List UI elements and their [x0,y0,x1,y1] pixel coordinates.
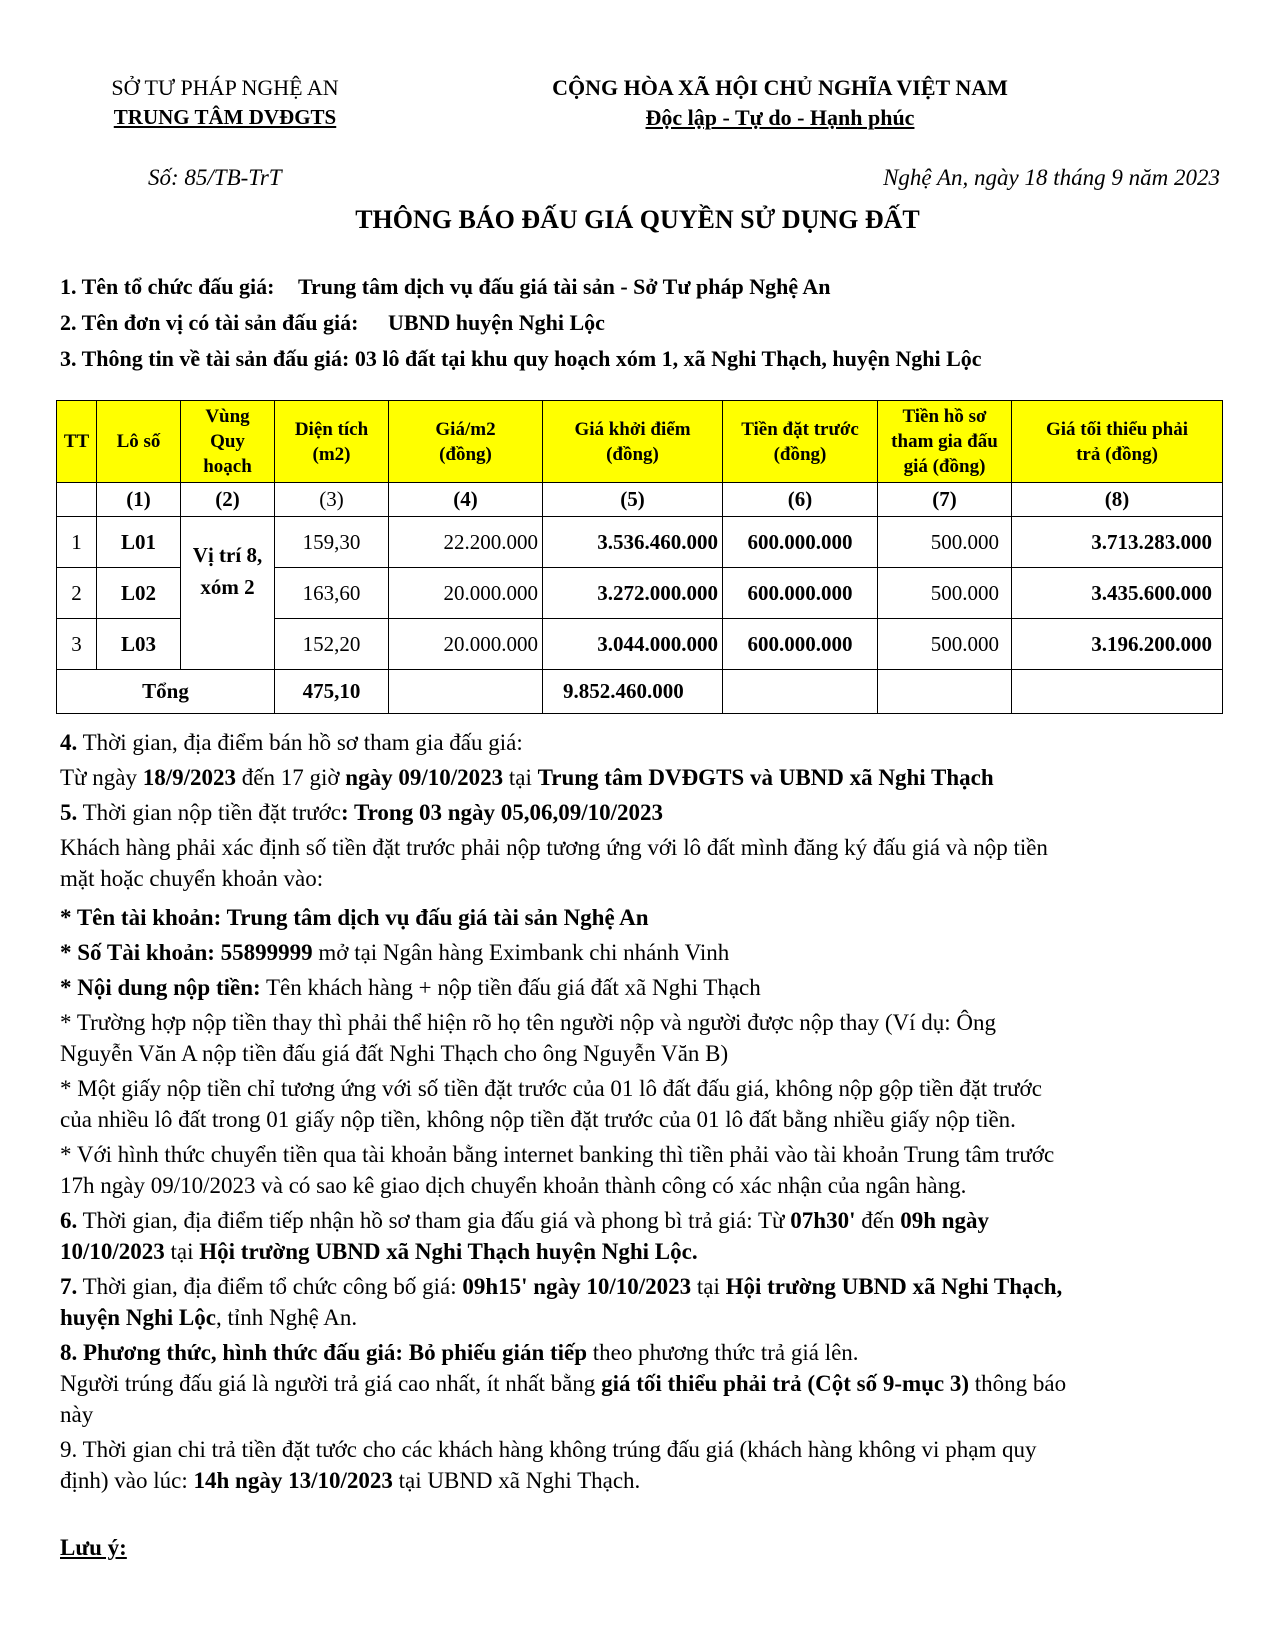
total-label: Tổng [57,670,275,714]
total-area: 475,10 [275,670,389,714]
section-4-heading: 4. Thời gian, địa điểm bán hồ sơ tham gia đấu giá: [60,730,523,755]
section-3: 3. Thông tin về tài sản đấu giá: 03 lô đất tại khu quy hoạch xóm 1, xã Nghi Thạch, huyện Nghi Lộc [60,346,982,371]
table-cell: (8) [1012,483,1223,517]
row-deposit: 600.000.000 [723,619,878,670]
payment-content: * Nội dung nộp tiền: Tên khách hàng + nộp tiền đấu giá đất xã Nghi Thạch [60,975,761,1000]
table-cell: (7) [878,483,1012,517]
row-area: 159,30 [275,517,389,568]
lots-table [56,400,1223,714]
note-1-line-1: * Trường hợp nộp tiền thay thì phải thể hiện rõ họ tên người nộp và người được nộp thay (Ví dụ: Ông [60,1010,997,1035]
account-name: * Tên tài khoản: Trung tâm dịch vụ đấu giá tài sản Nghệ An [60,905,649,930]
org-name: TRUNG TÂM DVĐGTS [113,105,337,129]
row-price: 20.000.000 [389,568,543,619]
table-cell: (5) [543,483,723,517]
page-title: THÔNG BÁO ĐẤU GIÁ QUYỀN SỬ DỤNG ĐẤT [355,205,920,234]
row-lot: L01 [97,517,181,568]
row-deposit: 600.000.000 [723,517,878,568]
row-price: 22.200.000 [389,517,543,568]
table-cell: (3) [275,483,389,517]
table-cell: (1) [97,483,181,517]
row-min-price: 3.435.600.000 [1012,568,1223,619]
row-min-price: 3.713.283.000 [1012,517,1223,568]
col-header-tt: TT [57,401,97,483]
table-cell [57,483,97,517]
section-5-para-line-1: Khách hàng phải xác định số tiền đặt trước phải nộp tương ứng với lô đất mình đăng ký đấu giá và nộp tiền [60,835,1048,860]
row-start-price: 3.044.000.000 [543,619,723,670]
section-2 [60,310,605,336]
section-8-line-1: 8. Phương thức, hình thức đấu giá: Bỏ phiếu gián tiếp theo phương thức trả giá lên. [60,1340,859,1365]
column-number-row [57,483,1223,517]
section-9-line-2: định) vào lúc: 14h ngày 13/10/2023 tại UBND xã Nghi Thạch. [60,1468,641,1493]
section-8-line-2: Người trúng đấu giá là người trả giá cao nhất, ít nhất bằng giá tối thiểu phải trả (Cột số 9-mục 3) thông báo [60,1371,1067,1396]
row-min-price: 3.196.200.000 [1012,619,1223,670]
row-fee: 500.000 [878,619,1012,670]
national-title: CỘNG HÒA XÃ HỘI CHỦ NGHĨA VIỆT NAM [552,75,1008,100]
row-start-price: 3.536.460.000 [543,517,723,568]
section-1-value: Trung tâm dịch vụ đấu giá tài sản - Sở Tư pháp Nghệ An [297,274,831,299]
document-number: Số: 85/TB-TrT [148,165,282,190]
section-9-line-1: 9. Thời gian chi trả tiền đặt tước cho các khách hàng không trúng đấu giá (khách hàng không vi phạm quy [60,1437,1037,1462]
note-2-line-1: * Một giấy nộp tiền chỉ tương ứng với số tiền đặt trước của 01 lô đất đấu giá, không nộp gộp tiền đặt trước [60,1076,1042,1101]
row-fee: 500.000 [878,517,1012,568]
table-cell [1012,670,1223,714]
row-deposit: 600.000.000 [723,568,878,619]
table-row [57,517,1223,568]
section-7-line-2: huyện Nghi Lộc, tỉnh Nghệ An. [60,1305,358,1330]
table-cell: (4) [389,483,543,517]
section-4-detail: Từ ngày 18/9/2023 đến 17 giờ ngày 09/10/2023 tại Trung tâm DVĐGTS và UBND xã Nghi Thạch [60,765,994,790]
col-header-lot: Lô số [97,401,181,483]
row-lot: L02 [97,568,181,619]
col-header-zone: Vùng Quy hoạch [181,401,275,483]
section-7-line-1: 7. Thời gian, địa điểm tổ chức công bố giá: 09h15' ngày 10/10/2023 tại Hội trường UBND xã Nghi Thạch, [60,1274,1063,1299]
row-price: 20.000.000 [389,619,543,670]
row-fee: 500.000 [878,568,1012,619]
note-heading: Lưu ý: [60,1535,127,1560]
row-zone: Vị trí 8, xóm 2 [181,517,275,670]
section-5-heading: 5. Thời gian nộp tiền đặt trước: Trong 03 ngày 05,06,09/10/2023 [60,800,664,825]
document-date: Nghệ An, ngày 18 tháng 9 năm 2023 [883,165,1220,190]
table-cell [389,670,543,714]
table-cell: (2) [181,483,275,517]
row-start-price: 3.272.000.000 [543,568,723,619]
row-lot: L03 [97,619,181,670]
col-header-area: Diện tích (m2) [275,401,389,483]
table-cell [878,670,1012,714]
note-3-line-1: * Với hình thức chuyển tiền qua tài khoản bằng internet banking thì tiền phải vào tài khoản Trung tâm trước [60,1142,1055,1167]
col-header-deposit: Tiền đặt trước (đồng) [723,401,878,483]
section-2-value: UBND huyện Nghi Lộc [387,310,605,335]
row-area: 152,20 [275,619,389,670]
section-5-para-line-2: mặt hoặc chuyển khoản vào: [60,866,324,891]
col-header-start-price: Giá khởi điểm (đồng) [543,401,723,483]
section-2-label: 2. Tên đơn vị có tài sản đấu giá: [60,310,359,335]
account-number: * Số Tài khoản: 55899999 mở tại Ngân hàng Eximbank chi nhánh Vinh [60,940,730,965]
section-8-line-3: này [60,1402,94,1427]
note-1-line-2: Nguyễn Văn A nộp tiền đấu giá đất Nghi Thạch cho ông Nguyễn Văn B) [60,1041,729,1066]
total-row [57,670,1223,714]
table-header-row [57,401,1223,483]
row-tt: 2 [57,568,97,619]
section-6-line-2: 10/10/2023 tại Hội trường UBND xã Nghi Thạch huyện Nghi Lộc. [60,1239,698,1264]
org-parent: SỞ TƯ PHÁP NGHỆ AN [111,75,339,100]
national-motto: Độc lập - Tự do - Hạnh phúc [645,105,915,130]
note-3-line-2: 17h ngày 09/10/2023 và có sao kê giao dịch chuyển khoản thành công có xác nhận của ngân hàng. [60,1173,967,1198]
col-header-min-price: Giá tối thiểu phải trả (đồng) [1012,401,1223,483]
col-header-fee: Tiền hồ sơ tham gia đấu giá (đồng) [878,401,1012,483]
section-1-label: 1. Tên tổ chức đấu giá: [60,274,275,299]
total-start-price: 9.852.460.000 [543,670,723,714]
section-1 [60,274,831,300]
table-cell [723,670,878,714]
row-tt: 3 [57,619,97,670]
note-2-line-2: của nhiều lô đất trong 01 giấy nộp tiền, không nộp tiền đặt trước của 01 lô đất bằng nhiều giấy nộp tiền. [60,1107,1016,1132]
table-cell: (6) [723,483,878,517]
section-6-line-1: 6. Thời gian, địa điểm tiếp nhận hồ sơ tham gia đấu giá và phong bì trả giá: Từ 07h30' đến 09h ngày [60,1208,990,1233]
row-tt: 1 [57,517,97,568]
row-area: 163,60 [275,568,389,619]
col-header-price: Giá/m2 (đồng) [389,401,543,483]
